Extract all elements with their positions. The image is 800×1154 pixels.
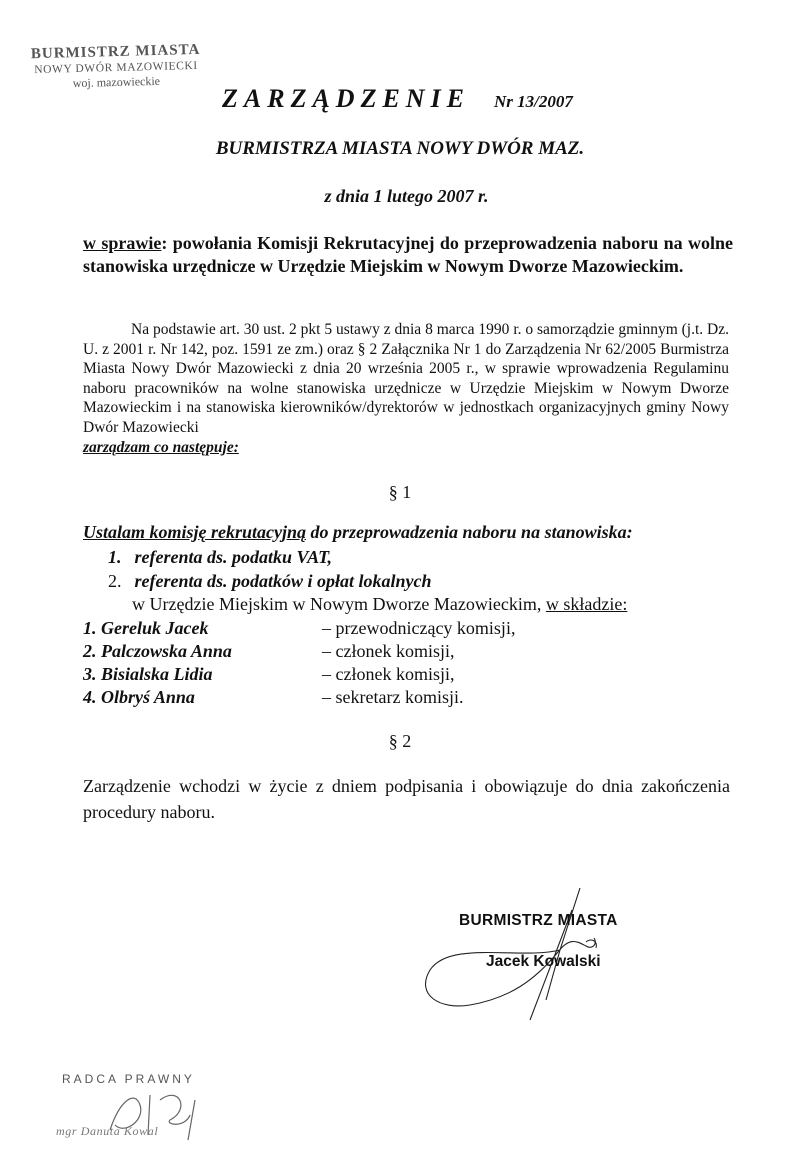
member-name: 2. Palczowska Anna: [83, 641, 232, 661]
member-name: 1. Gereluk Jacek: [83, 618, 209, 638]
legal-basis-paragraph: [83, 320, 729, 457]
issuer-line: BURMISTRZA MIASTA NOWY DWÓR MAZ.: [215, 138, 585, 159]
document-number: Nr 13/2007: [494, 92, 573, 111]
commission-location: [132, 594, 627, 615]
location-underlined: w składzie:: [545, 594, 628, 614]
office-stamp: [15, 41, 216, 92]
section-2-heading: § 2: [388, 731, 412, 751]
member-role: – członek komisji,: [322, 664, 455, 684]
document-title: ZARZĄDZENIE: [222, 84, 471, 113]
subject-paragraph: [83, 232, 733, 278]
position-title: referenta ds. podatków i opłat lokalnych: [134, 571, 432, 591]
member-role: – członek komisji,: [322, 641, 455, 661]
member-role: – sekretarz komisji.: [322, 687, 464, 707]
member-name: 4. Olbryś Anna: [83, 687, 195, 707]
date-text: z dnia 1 lutego 2007 r.: [324, 186, 489, 206]
legal-advisor-signature: [90, 1080, 220, 1150]
commission-intro-underlined: Ustalam komisję rekrutacyjną: [83, 522, 307, 542]
section-1-heading: § 1: [388, 482, 412, 502]
member-role: – przewodniczący komisji,: [322, 618, 516, 638]
position-item: [108, 571, 432, 592]
location-text: w Urzędzie Miejskim w Nowym Dworze Mazowieckim,: [132, 594, 546, 614]
position-title: referenta ds. podatku VAT,: [134, 547, 333, 567]
commission-intro-rest: do przeprowadzenia naboru na stanowiska:: [306, 522, 633, 542]
stamp-line-3: woj. mazowieckie: [72, 73, 161, 91]
member-name: 3. Bisialska Lidia: [83, 664, 213, 684]
date-line: [0, 186, 800, 207]
signatory-name: Jacek Kowalski: [486, 953, 601, 970]
subject-label: w sprawie: [83, 233, 162, 253]
legal-basis-text: Na podstawie art. 30 ust. 2 pkt 5 ustawy z dnia 8 marca 1990 r. o samorządzie gminnym (j.t. Dz. U. z 2001 r. Nr 142, poz. 1591 ze zm.) oraz § 2 Załącznika Nr 1 do Zarządzenia Nr 62/2005 Burmistrza Miasta Nowy Dwór Mazowiecki z dnia 20 września 2005 r., w sprawie wprowadzenia Regulaminu naboru pracowników na wolne stanowiska urzędnicze w Urzędzie Miejskim w Nowym Dworze Mazowieckim i na stanowiska kierowników/dyrektorów w jednostkach organizacyjnych gminy Nowy Dwór Mazowiecki: [83, 321, 729, 436]
position-number: 2.: [108, 571, 122, 591]
signatory-title: BURMISTRZ MIASTA: [459, 912, 618, 929]
section-2-text: Zarządzenie wchodzi w życie z dniem podpisania i obowiązuje do dnia zakończenia procedury naboru.: [83, 776, 730, 822]
position-number: 1.: [108, 547, 122, 567]
position-item: [108, 547, 332, 568]
decree-phrase: zarządzam co następuje:: [83, 438, 239, 456]
subject-text: : powołania Komisji Rekrutacyjnej do przeprowadzenia naboru na wolne stanowiska urzędnicze w Urzędzie Miejskim w Nowym Dworze Mazowieckim.: [83, 233, 733, 276]
commission-intro: [83, 522, 633, 543]
legal-advisor-title: RADCA PRAWNY: [62, 1072, 195, 1086]
legal-advisor-name: mgr Danuta Kowal: [56, 1124, 159, 1138]
stamp-line-1: BURMISTRZ MIASTA: [30, 41, 201, 63]
stamp-line-2: NOWY DWÓR MAZOWIECKI: [34, 59, 198, 77]
